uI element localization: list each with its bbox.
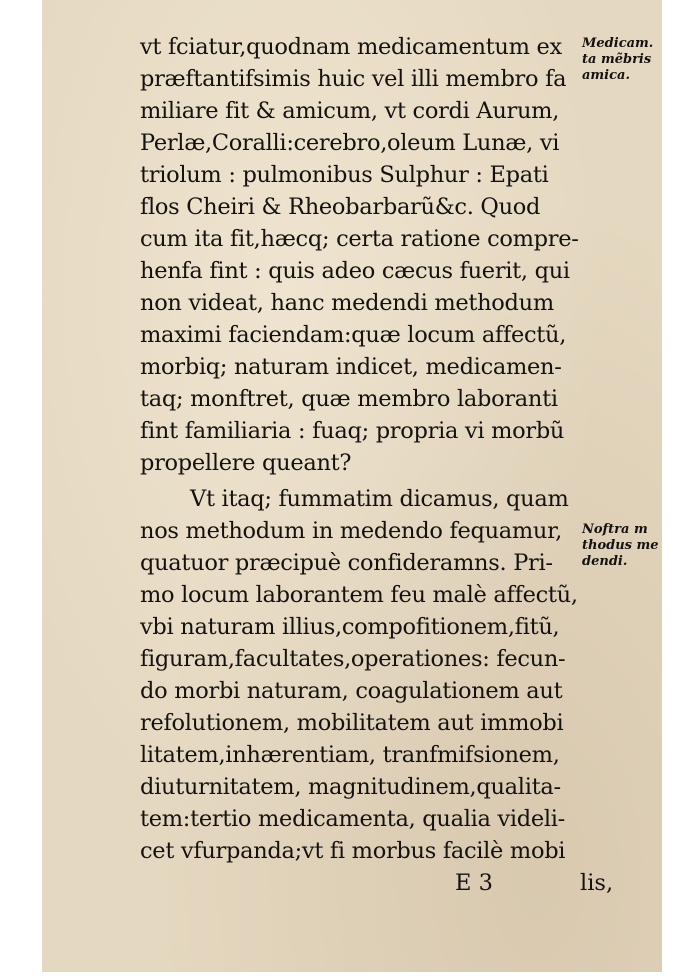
margin-note-line: dendi. xyxy=(582,554,628,569)
text-line-20: figuram,facultates,operationes: fecun- xyxy=(140,646,566,672)
margin-note-line: ta mẽbris xyxy=(582,52,652,67)
text-line-9: non videat, hanc medendi methodum xyxy=(140,290,554,316)
text-line-10: maximi faciendam:quæ locum affectũ, xyxy=(140,322,567,348)
text-line-17: quatuor præcipuè confideramns. Pri- xyxy=(140,550,553,576)
margin-note-line: Noftra m xyxy=(582,522,648,537)
text-line-14: propellere queant? xyxy=(140,450,352,476)
text-line-4: Perlæ,Coralli:cerebro,oleum Lunæ, vi xyxy=(140,130,560,156)
text-line-13: fint familiaria : fuaq; propria vi morbũ xyxy=(140,418,565,444)
text-line-15: Vt itaq; fummatim dicamus, quam xyxy=(190,486,569,512)
text-line-16: nos methodum in medendo fequamur, xyxy=(140,518,562,544)
text-line-22: refolutionem, mobilitatem aut immobi xyxy=(140,710,564,736)
text-line-25: tem:tertio medicamenta, qualia videli- xyxy=(140,806,565,832)
catchword: lis, xyxy=(580,870,614,896)
text-line-19: vbi naturam illius,compofitionem,fitũ, xyxy=(140,614,560,640)
page-footer xyxy=(140,870,620,900)
text-line-7: cum ita fit,hæcq; certa ratione compre- xyxy=(140,226,579,252)
text-line-3: miliare fit & amicum, vt cordi Aurum, xyxy=(140,98,560,124)
text-line-12: taq; monftret, quæ membro laboranti xyxy=(140,386,558,412)
text-line-5: triolum : pulmonibus Sulphur : Epati xyxy=(140,162,549,188)
text-line-24: diuturnitatem, magnitudinem,qualita- xyxy=(140,774,561,800)
text-line-18: mo locum laborantem feu malè affectũ, xyxy=(140,582,578,608)
text-line-26: cet vfurpanda;vt fi morbus facilè mobi xyxy=(140,838,566,864)
margin-note-line: Medicam. xyxy=(582,36,654,51)
margin-note-medicamenta xyxy=(582,36,653,84)
margin-note-line: thodus me xyxy=(582,538,659,553)
text-line-21: do morbi naturam, coagulationem aut xyxy=(140,678,563,704)
text-line-1: vt fciatur,quodnam medicamentum ex xyxy=(140,34,562,60)
signature-mark: E 3 xyxy=(455,870,493,896)
text-line-23: litatem,inhærentiam, tranfmifsionem, xyxy=(140,742,560,768)
margin-note-line: amica. xyxy=(582,68,630,83)
text-line-2: præftantifsimis huic vel illi membro fa xyxy=(140,66,567,92)
book-page xyxy=(42,0,662,972)
text-line-11: morbiq; naturam indicet, medicamen- xyxy=(140,354,562,380)
margin-note-methodus xyxy=(582,522,659,570)
text-line-6: flos Cheiri & Rheobarbarũ&c. Quod xyxy=(140,194,541,220)
text-line-8: henfa fint : quis adeo cæcus fuerit, qui xyxy=(140,258,570,284)
